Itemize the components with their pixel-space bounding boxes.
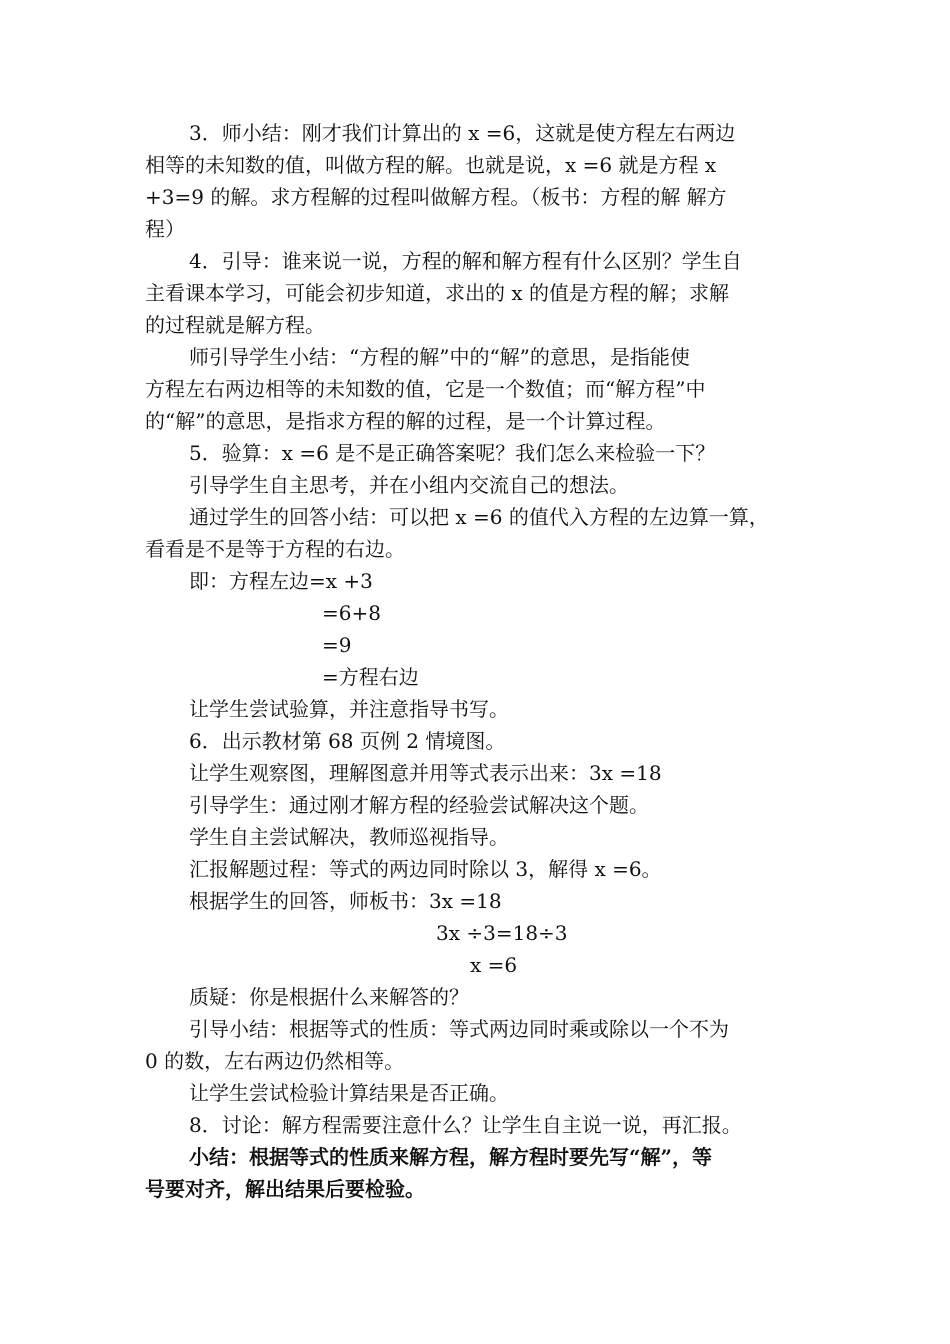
paragraph-practice: 让学生尝试验算，并注意指导书写。 bbox=[189, 697, 509, 721]
paragraph-8: 8．讨论：解方程需要注意什么？让学生自主说一说，再汇报。 bbox=[189, 1113, 742, 1137]
paragraph-6-line-1: 6．出示教材第 68 页例 2 情境图。 bbox=[189, 729, 506, 753]
paragraph-6-line-2: 让学生观察图，理解图意并用等式表示出来：3x =18 bbox=[189, 761, 662, 785]
paragraph-4-line-3: 的过程就是解方程。 bbox=[145, 313, 325, 337]
check-equation-line-4: =方程右边 bbox=[322, 665, 419, 689]
paragraph-5-line-1: 5．验算：x =6 是不是正确答案呢？我们怎么来检验一下？ bbox=[189, 441, 716, 465]
paragraph-4-line-2: 主看课本学习，可能会初步知道，求出的 x 的值是方程的解；求解 bbox=[145, 281, 729, 305]
guide-summary-line-1: 引导小结：根据等式的性质：等式两边同时乘或除以一个不为 bbox=[189, 1017, 729, 1041]
paragraph-6-line-6: 根据学生的回答，师板书：3x =18 bbox=[189, 889, 502, 913]
paragraph-5-line-4: 看看是不是等于方程的右边。 bbox=[145, 537, 405, 561]
paragraph-5-line-3: 通过学生的回答小结：可以把 x =6 的值代入方程的左边算一算， bbox=[189, 505, 769, 529]
check-equation-line-2: =6+8 bbox=[322, 601, 381, 625]
teacher-summary-line-3: 的“解”的意思，是指求方程的解的过程，是一个计算过程。 bbox=[145, 409, 666, 433]
paragraph-3-line-3: +3=9 的解。求方程解的过程叫做解方程。（板书：方程的解 解方 bbox=[145, 185, 727, 209]
paragraph-6-line-4: 学生自主尝试解决，教师巡视指导。 bbox=[189, 825, 509, 849]
paragraph-3-line-1: 3．师小结：刚才我们计算出的 x =6，这就是使方程左右两边 bbox=[189, 121, 736, 145]
check-equation-line-3: =9 bbox=[322, 633, 352, 657]
teacher-summary-line-1: 师引导学生小结：“方程的解”中的“解”的意思，是指能使 bbox=[189, 345, 690, 369]
paragraph-6-line-5: 汇报解题过程：等式的两边同时除以 3，解得 x =6。 bbox=[189, 857, 662, 881]
solve-equation-line-2: x =6 bbox=[470, 953, 518, 977]
guide-summary-line-2: 0 的数，左右两边仍然相等。 bbox=[145, 1049, 405, 1073]
check-equation-line-1: 即：方程左边=x +3 bbox=[189, 569, 373, 593]
verify-line: 让学生尝试检验计算结果是否正确。 bbox=[189, 1081, 509, 1105]
paragraph-3-line-4: 程） bbox=[145, 217, 185, 241]
paragraph-4-line-1: 4．引导：谁来说一说，方程的解和解方程有什么区别？学生自 bbox=[189, 249, 742, 273]
solve-equation-line-1: 3x ÷3=18÷3 bbox=[436, 921, 568, 945]
teacher-summary-line-2: 方程左右两边相等的未知数的值，它是一个数值；而“解方程”中 bbox=[145, 377, 706, 401]
bold-summary-line-2: 号要对齐，解出结果后要检验。 bbox=[145, 1177, 425, 1201]
question-line: 质疑：你是根据什么来解答的？ bbox=[189, 985, 469, 1009]
bold-summary-line-1: 小结：根据等式的性质来解方程，解方程时要先写“解”，等 bbox=[189, 1145, 713, 1169]
paragraph-3-line-2: 相等的未知数的值，叫做方程的解。也就是说，x =6 就是方程 x bbox=[145, 153, 717, 177]
paragraph-5-line-2: 引导学生自主思考，并在小组内交流自己的想法。 bbox=[189, 473, 629, 497]
paragraph-6-line-3: 引导学生：通过刚才解方程的经验尝试解决这个题。 bbox=[189, 793, 649, 817]
